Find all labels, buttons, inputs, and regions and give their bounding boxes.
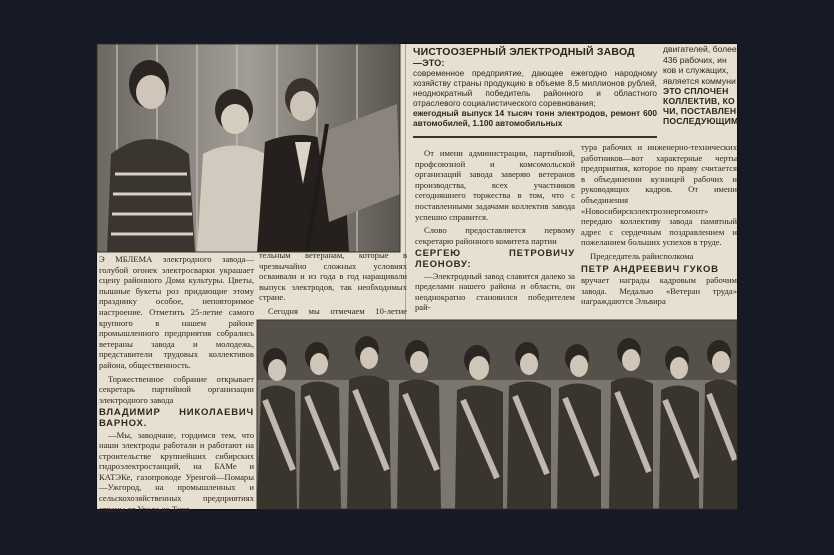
- photo-stage-trio: [97, 44, 400, 252]
- facts-2: ежегодный выпуск 14 тысяч тонн электродов, ремонт 600 автомобилей, 1.100 автомобильных: [413, 108, 657, 128]
- photo-group-veterans: [257, 320, 737, 509]
- tr-line-3: ков и служащих,: [663, 65, 729, 76]
- column-left: [99, 254, 254, 514]
- left-name: ВЛАДИМИР НИКОЛАЕВИЧ ВАРНОХ.: [99, 407, 254, 429]
- lead-paragraph: Э МБЛЕМА электродного завода—голубой огонек электросварки украшает сцену районного Дома культуры. Цветы, пышные букеты роз придающие этому празднику особое, неповторимое настроение. Отметить 25-летие самого крупного в нашем районе промышленного предприятия собрались ветераны завода и молодежь, представители трудовых коллективов района, общественность.: [99, 254, 254, 370]
- headline-box: [413, 44, 657, 138]
- mid-paragraph-1: От имени администрации, партийной, профсоюзной и комсомольской организаций завода заверяю ветеранов производства, всех участников сегодняшнего торжества в том, что с поставленными задачами коллектив завода успешно справится.: [415, 148, 575, 222]
- column-left-b: [259, 250, 407, 318]
- leftb-paragraph-1: тельным ветеранам, которые в чрезвычайно сложных условиях осваивали и из года в год наращивали выпуск электродов, так необходимых стране.: [259, 250, 407, 303]
- right-name: ПЕТР АНДРЕЕВИЧ ГУКОВ: [581, 263, 719, 275]
- fold-line: [405, 44, 406, 320]
- facts-1: современное предприятие, дающее ежегодно народному хозяйству страны продукцию в объеме 8,5 миллионов рублей, неоднократный победитель районного и областного отраслевого социалистического соревнования;: [413, 68, 657, 108]
- right-paragraph-1: тура рабочих и инженерно-технических работников—вот характерные черты предприятия, которое по праву считается в объединении кузницей рабочих и руководящих кадров. От имени объединения «Новосибирскэлектроэнергомонт» передаю коллективу завода памятный адрес с сердечным поздравлением и пожеланием больших успехов в труде.: [581, 142, 737, 248]
- tr-line-1: двигателей, более: [663, 44, 737, 54]
- tr-bold-3: ЧИ, ПОСТАВЛЕН: [663, 106, 737, 117]
- mid-paragraph-3: —Электродный завод славится далеко за пределами нашего района и области, он неоднократно становился победителем рай-: [415, 270, 575, 313]
- tr-bold-1: ЭТО СПЛОЧЕН: [663, 86, 729, 97]
- headline-subtitle: —ЭТО:: [413, 58, 445, 68]
- mid-paragraph-2: Слово предоставляется первому секретарю районного комитета партии: [415, 225, 575, 246]
- tr-bold-4: ПОСЛЕДУЮЩИМ: [663, 116, 739, 127]
- headline-title: ЧИСТООЗЕРНЫЙ ЭЛЕКТРОДНЫЙ ЗАВОД: [413, 46, 635, 58]
- left-paragraph-2: Торжественное собрание открывает секретарь партийной организации электродного завода: [99, 373, 254, 405]
- column-middle: [415, 148, 575, 313]
- mid-name: СЕРГЕЮ ПЕТРОВИЧУ ЛЕОНОВУ:: [415, 248, 575, 270]
- tr-line-2: 436 рабочих, ин: [663, 54, 727, 65]
- tr-line-4: является коммуни: [663, 75, 736, 86]
- right-paragraph-3: вручает награды кадровым рабочим завода. Медалью «Ветеран труда» награждаются Эльвира: [581, 275, 737, 307]
- leftb-paragraph-2: Сегодня мы отмечаем 10-летие: [268, 305, 407, 316]
- top-right-fragment: [663, 44, 737, 139]
- newspaper-clipping: [97, 44, 739, 514]
- right-paragraph-2: Председатель райисполкома: [590, 250, 694, 261]
- tr-bold-2: КОЛЛЕКТИВ, КО: [663, 96, 735, 107]
- left-paragraph-3: —Мы, заводчане, гордимся тем, что наши электроды работали и работают на строительстве крупнейших сибирских гидроэлектростанций, на БАМе и КАТЭКе, газопроводе Уренгой—Помары—Ужгород, на промышленных и сельскохозяйственных предприятиях страны от Урала до Тихо-: [99, 429, 254, 514]
- column-right: [581, 142, 737, 312]
